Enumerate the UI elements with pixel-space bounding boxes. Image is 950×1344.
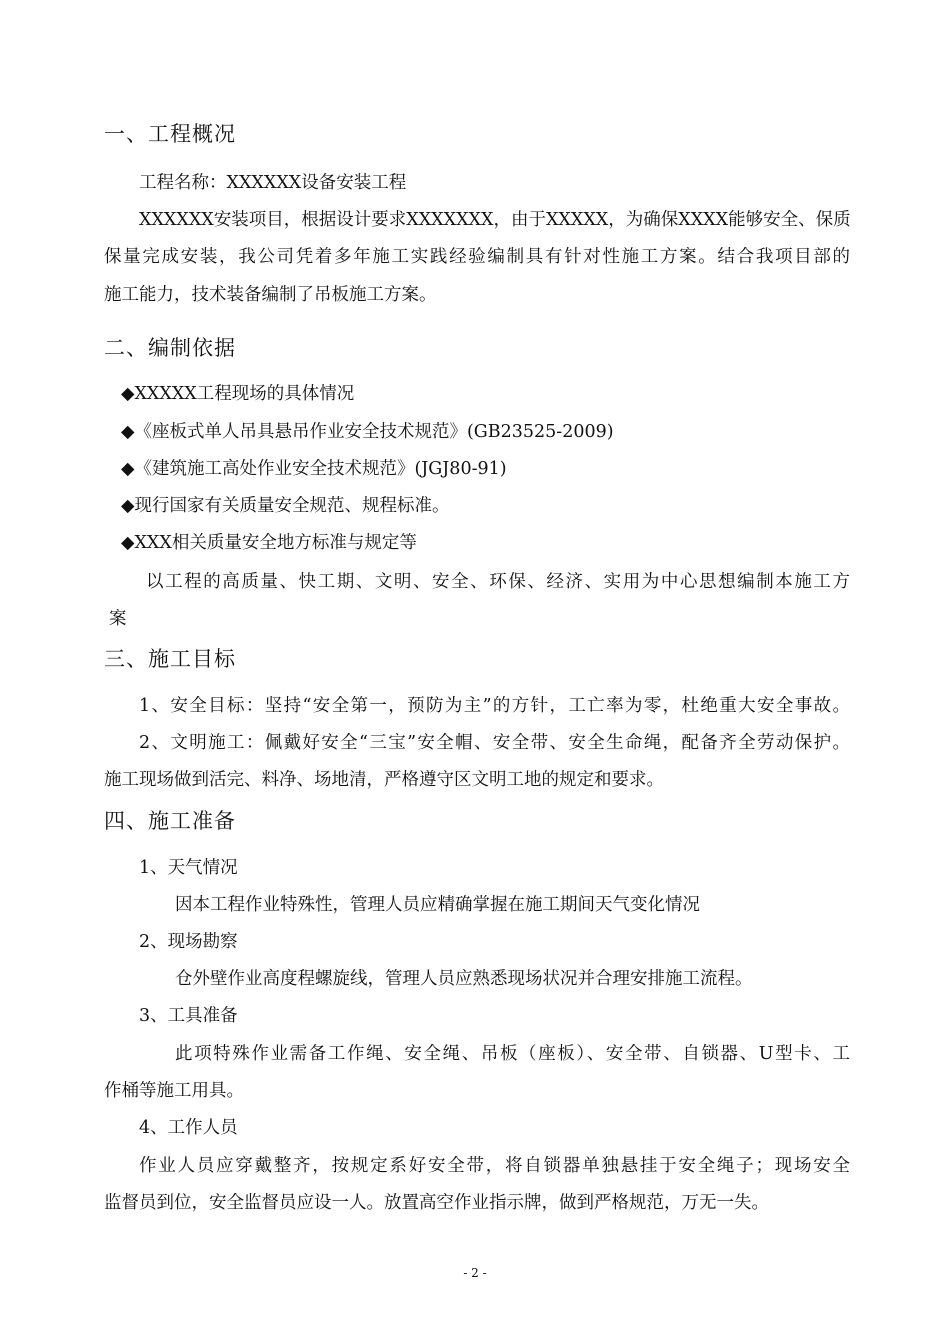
section-heading-goals: 三、施工目标 xyxy=(104,647,236,671)
bullet-item xyxy=(121,494,449,518)
basis-closing-line: 案 xyxy=(109,609,127,629)
prep-item-body: 监督员到位，安全监督员应设一人。放置高空作业指示牌，做到严格规范，万无一失。 xyxy=(104,1193,769,1213)
basis-closing-line: 以工程的高质量、快工期、文明、安全、环保、经济、实用为中心思想编制本施工方 xyxy=(146,572,850,592)
section-heading-overview: 一、工程概况 xyxy=(104,122,236,146)
goal-line: 2、文明施工：佩戴好安全“三宝”安全帽、安全带、安全生命绳，配备齐全劳动保护。 xyxy=(139,733,850,753)
overview-paragraph-line: XXXXXX安装项目，根据设计要求XXXXXXX，由于XXXXX，为确保XXXX能够安全、保质 xyxy=(139,210,851,230)
prep-item-body: 作业人员应穿戴整齐，按规定系好安全带，将自锁器单独悬挂于安全绳子；现场安全 xyxy=(139,1156,850,1176)
page-number: - 2 - xyxy=(463,1266,487,1280)
bullet-text: 现行国家有关质量安全规范、规程标准。 xyxy=(134,496,450,516)
prep-item-title: 4、工作人员 xyxy=(139,1118,238,1138)
project-name-line: 工程名称：XXXXXX设备安装工程 xyxy=(139,173,407,193)
prep-item-title: 2、现场勘察 xyxy=(139,932,238,952)
bullet-text: 《座板式单人吊具悬吊作业安全技术规范》(GB23525-2009) xyxy=(134,422,614,442)
prep-item-title: 3、工具准备 xyxy=(139,1006,238,1026)
prep-item-body: 因本工程作业特殊性，管理人员应精确掌握在施工期间天气变化情况 xyxy=(175,895,700,915)
overview-paragraph-line: 施工能力，技术装备编制了吊板施工方案。 xyxy=(104,285,437,305)
prep-item-body: 仓外壁作业高度程螺旋线，管理人员应熟悉现场状况并合理安排施工流程。 xyxy=(175,969,753,989)
overview-paragraph-line: 保量完成安装，我公司凭着多年施工实践经验编制具有针对性施工方案。结合我项目部的 xyxy=(104,247,850,267)
goal-line: 施工现场做到活完、料净、场地清，严格遵守区文明工地的规定和要求。 xyxy=(104,770,664,790)
bullet-text: XXX相关质量安全地方标准与规定等 xyxy=(134,533,417,553)
prep-item-body: 作桶等施工用具。 xyxy=(104,1081,244,1101)
diamond-bullet-icon: ◆ xyxy=(121,496,135,516)
bullet-item xyxy=(121,382,354,406)
bullet-text: XXXXX工程现场的具体情况 xyxy=(134,384,355,404)
bullet-text: 《建筑施工高处作业安全技术规范》(JGJ80-91) xyxy=(134,459,507,479)
bullet-item xyxy=(121,420,614,444)
diamond-bullet-icon: ◆ xyxy=(121,459,135,479)
section-heading-basis: 二、编制依据 xyxy=(104,336,236,360)
goal-line: 1、安全目标：坚持“安全第一，预防为主”的方针，工亡率为零，杜绝重大安全事故。 xyxy=(139,696,850,716)
prep-item-title: 1、天气情况 xyxy=(139,858,238,878)
section-heading-preparation: 四、施工准备 xyxy=(104,809,236,833)
prep-item-body: 此项特殊作业需备工作绳、安全绳、吊板（座板）、安全带、自锁器、U型卡、工 xyxy=(175,1044,850,1064)
bullet-item xyxy=(121,457,507,481)
diamond-bullet-icon: ◆ xyxy=(121,422,135,442)
bullet-item xyxy=(121,531,417,555)
diamond-bullet-icon: ◆ xyxy=(121,384,135,404)
diamond-bullet-icon: ◆ xyxy=(121,533,135,553)
